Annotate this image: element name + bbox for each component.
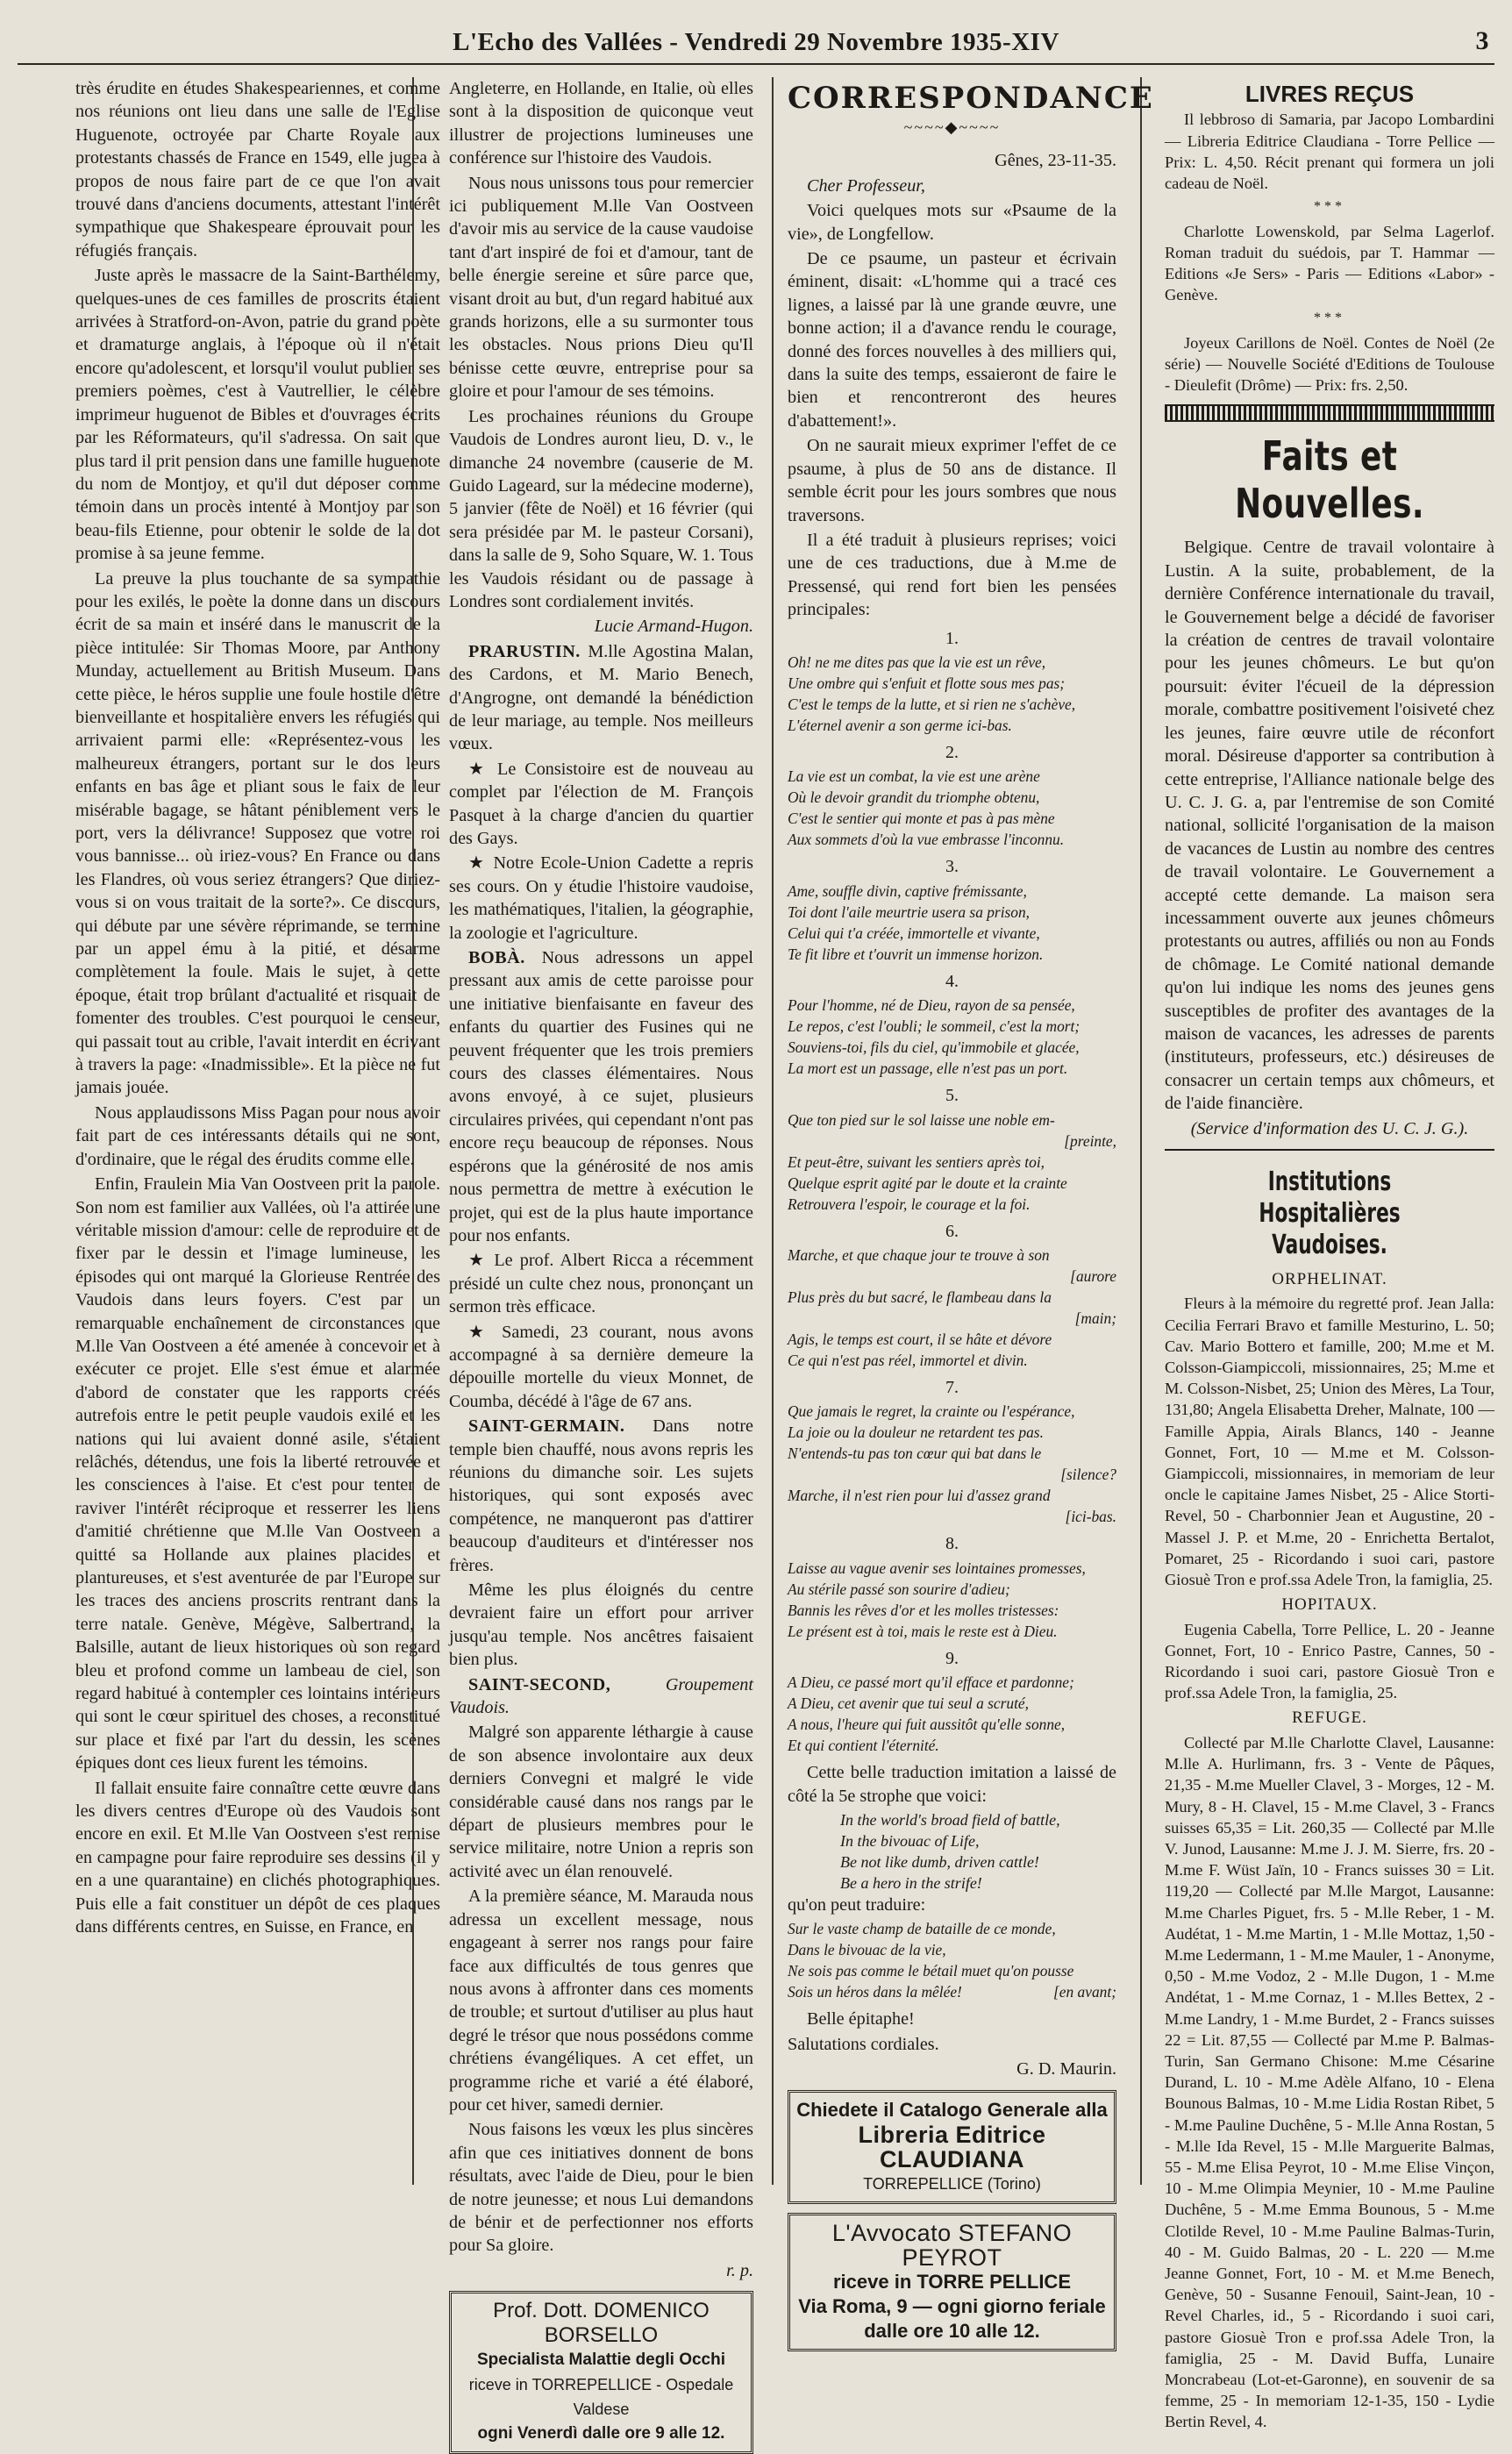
stanza-number: 8. <box>945 1534 959 1554</box>
star-item: ★ Notre Ecole-Union Cadette a repris ses cours. On y étudie l'histoire vaudoise, les mathématiques, l'italien, la géographie, la zoologie et l'agriculture. <box>449 853 753 943</box>
verse-line: Quelque esprit agité par le doute et la crainte <box>788 1173 1067 1192</box>
verse-line: Ne sois pas comme le bétail muet qu'on pousse <box>788 1962 1074 1980</box>
stanza-number: 1. <box>945 628 959 648</box>
stanza <box>788 995 1116 1079</box>
verse-line: A Dieu, cet avenir que tui seul a scruté, <box>788 1694 1029 1713</box>
verse-line: Au stérile passé son sourire d'adieu; <box>788 1580 1010 1598</box>
ad-line: riceve in TORRE PELLICE <box>832 2270 1071 2293</box>
star-item: ★ Samedi, 23 courant, nous avons accompagné à sa dernière demeure la dépouille mortelle du vieux Monnet, de Coumba, décédé à l'âge de 67 ans. <box>449 1322 753 1411</box>
rule <box>1165 1149 1494 1156</box>
paragraph: qu'on peut traduire: <box>788 1895 926 1915</box>
paragraph: Cette belle traduction imitation a laissé de côté la 5e strophe que voici: <box>788 1763 1116 1806</box>
book-entry: Charlotte Lowenskold, par Selma Lagerlof. Roman traduit du suédois, par T. Hammar — Editions «Je Sers» - Paris — Editions «Labor» - Genève. <box>1165 222 1494 304</box>
source-note: (Service d'information des U. C. J. G.). <box>1190 1118 1469 1138</box>
header-rule <box>18 63 1494 65</box>
separator: *** <box>1314 199 1345 215</box>
group-name: Groupement Vaudois. <box>449 1674 753 1718</box>
verse-line: Pour l'homme, né de Dieu, rayon de sa pensée, <box>788 996 1075 1015</box>
verse-line: Retrouvera l'espoir, le courage et la foi. <box>788 1195 1031 1213</box>
english-verse <box>788 1809 1116 1894</box>
verse-line: Laisse au vague avenir ses lointaines promesses, <box>788 1559 1086 1577</box>
verse-line: Souviens-toi, fils du ciel, qu'immobile et glacée, <box>788 1038 1080 1057</box>
paragraph: Malgré son apparente léthargie à cause de son absence involontaire aux deux derniers Convegni et malgré le vide considérable causé dans nos rangs par le départ de plusieurs membres pour le service militaire, notre Union a repris son activité avec un élan renouvelé. <box>449 1723 753 1881</box>
book-entry: Il lebbroso di Samaria, par Jacopo Lombardini — Libreria Editrice Claudiana - Torre Pellice — Prix: L. 4,50. Récit prenant qui formera un joli cadeau de Noël. <box>1165 111 1494 193</box>
place-name: SAINT-SECOND, <box>468 1674 611 1694</box>
stanza <box>788 766 1116 850</box>
ad-line: L'Avvocato STEFANO PEYROT <box>831 2219 1073 2271</box>
stanza-number: 4. <box>945 971 959 991</box>
paragraph: La preuve la plus touchante de sa sympathie pour les exilés, le poète la donne dans un discours écrit de sa main et inséré dans le manuscrit de la pièce intitulée: Sir Thomas Moore, par Anthony Munday, actuellement au British Museum. Dans cette pièce, le héros supplie une foule hostile d'être bienveillante et hospitalière envers les réfugiés qui arrivaient parmi elle: «Représentez-vous les malheureux étrangers, portant sur le dos leurs enfants en bas âge et pliant sous le faix de leur misérable bagage, se hâtant péniblement vers le port, vers la délivrance! Supposez que votre roi vous bannisse... où iriez-vous? En France ou dans les Flandres, où vous seriez étrangers? Que diriez-vous si on vous traitait de la sorte?». Ce discours, qui débute par une sévère réprimande, se termine par un appel ému à la pitié, et désarme complètement la foule. Mais le sujet, à cette époque, était trop brûlant d'actualité et risquait de fomenter des troubles. C'est pourquoi le censeur, qui passait tout au crible, l'avait interdit en écrivant à travers la page: «Inadmissible». Et la pièce ne fut jamais jouée. <box>75 568 440 1098</box>
paragraph: Nous faisons les vœux les plus sincères afin que ces initiatives donnent de bons résultats, avec l'aide de Dieu, pour le bien de notre jeunesse; et nous Lui demandons de bénir et de perfectionner nos efforts pour Sa gloire. <box>449 2120 753 2256</box>
verse-line: In the bivouac of Life, <box>840 1832 980 1850</box>
paragraph: De ce psaume, un pasteur et écrivain éminent, disait: «L'homme qui a tracé ces lignes, a laissé par là une grande œuvre, une bonne action; il a d'avance rendu le courage, donné des forces nouvelles à des milliers qui, dans la suite des temps, essaieront de faire le bien et rencontreront des heures d'abattement!». <box>788 249 1116 431</box>
news-text: Nous adressons un appel pressant aux amis de cette paroisse pour une initiative bienfaisante en faveur des enfants du quartier des Fusines qui ne peuvent fréquenter que les trois premiers cours des classes élémentaires. Nous avons envoyé, à ce sujet, plusieurs circulaires privées, qui cependant n'ont pas encore reçu beaucoup de réponses. Nous espérons que la générosité de nos amis nous permettra de mettre à exécution le projet, qui est de la plus haute importance pour nos enfants. <box>449 948 753 1245</box>
verse-line: Que ton pied sur le sol laisse une noble em- <box>788 1110 1055 1129</box>
paragraph: Collecté par M.lle Charlotte Clavel, Lausanne: M.lle A. Hurlimann, frs. 3 - Vente de Pâques, 21,35 - M.me Mueller Clavel, 3 - Morges, 12 - M. Mury, 8 - H. Clavel, 15 - M.me Clavel, 3 - Francs suisses 65,35 = Lit. 260,35 — Collecté par M.lle V. Junod, Lausanne: M.me J. J. M. Sierre, frs. 20 - M.me F. Wüst Jaïn, 10 - Francs suisses 30 = Lit. 119,20 — Collecté par M.lle Margot, Lausanne: M.me Charles Piguet, frs. 5 - M.lle Reber, 1 - M. Audétat, 1 - M.me Martin, 1 - M.lle Mottaz, 1,50 - M.me Ledermann, 1 - M.me Mauler, 1 - Anonyme, 0,50 - M.me Vodoz, 2 - M.lle Dugon, 1 - M.me Andétat, 1 - M.me Cornaz, 1 - M.lles Bettex, 2 - M.me Landry, 1 - M.me Burdet, 2 - Francs suisses 22 = Lit. 87,55 — Collecté par M.me P. Balmas-Turin, San Germano Chisone: M.me Césarine Durand, L. 10 - M.me Adèle Alfano, 10 - Elena Bounous Balmas, 10 - M.me Lidia Rostan Ribet, 5 - M.me Pauline Duchêne, 5 - M.lle Anna Rostan, 5 - M.lle Ida Revel, 15 - M.lle Marguerite Balmas, 55 - M.me Elisa Peyrot, 10 - M.me Elise Vinçon, 10 - M.me Olimpia Meynier, 10 - M.me Pauline Duchêne, 5 - M.me Emma Bounous, 5 - M.me Clotilde Revel, 10 - M.me Pauline Balmas-Turin, 40 - M. Guido Balmas, 20 - L. 220 — M.me Jeanne Gonnet, Fort, 10 - M. et M.me Benech, Genève, 50 - Susanne Fenouil, Saint-Jean, 10 - Revel Charles, id., 5 - Ricordando i suoi cari, pastore Giosuè Tron e prof.ssa Adele Tron, la famiglia, 25 - M. David Buffa, Lunaire Moncrabeau (Lot-et-Garonne), en souvenir de sa femme, 25 - In memoriam 12-1-35, 150 - Lydie Bertin Revel, 4. <box>1165 1733 1494 2431</box>
verse-line: Be not like dumb, driven cattle! <box>840 1853 1039 1871</box>
ad-line: Specialista Malattie degli Occhi <box>477 2351 725 2370</box>
signature: r. p. <box>726 2260 753 2280</box>
verse-line: Et qui contient l'éternité. <box>788 1737 939 1755</box>
subheading: HOPITAUX. <box>1281 1595 1378 1615</box>
verse-line: Le présent est à toi, mais le reste est à Dieu. <box>788 1622 1058 1640</box>
verse-line: Marche, et que chaque jour te trouve à son <box>788 1245 1050 1264</box>
verse-line: Le repos, c'est l'oubli; le sommeil, c'est la mort; <box>788 1017 1081 1036</box>
verse-line: Ame, souffle divin, captive frémissante, <box>788 881 1027 900</box>
news-bora <box>449 946 753 1247</box>
verse-continuation: [en avant; <box>1053 1983 1116 2001</box>
verse-line: Une ombre qui s'enfuit et flotte sous mes pas; <box>788 674 1066 692</box>
ad-line: TORREPELLICE (Torino) <box>863 2174 1041 2193</box>
stanza <box>788 652 1116 736</box>
verse-line: La vie est un combat, la vie est une arène <box>788 767 1040 786</box>
news-prarustin <box>449 640 753 756</box>
ad-line: Prof. Dott. DOMENICO BORSELLO <box>493 2299 710 2348</box>
paragraph: Voici quelques mots sur «Psaume de la vie», de Longfellow. <box>788 201 1116 244</box>
page-header <box>18 25 1494 60</box>
verse-line: Toi dont l'aile meurtrie usera sa prison, <box>788 902 1031 921</box>
paragraph: Fleurs à la mémoire du regretté prof. Jean Jalla: Cecilia Ferrari Bravo et famille Mesturino, L. 50; Cav. Mario Bottero et famille, 200; M.me et M. Colsson-Giampiccoli, missionnaires, 25; M.me et M. Colsson-Nisbet, 25; Union des Mères, La Tour, 131,80; Angela Elisabetta Dreher, Malnate, 100 — Famille Appia, Airals Blancs, 140 - Jeanne Gonnet, Fort, 10 — M.me et M. Colsson-Giampiccoli, missionnaires, in memoriam de leur oncle le capitaine James Nisbet, 25 - Alice Storti-Revel, 50 - Charbonnier Jean et Augustine, 20 - Massel J. P. et M.me, 20 - Enrichetta Bertalot, Pomaret, 25 - Ricordando i suoi cari, pastore Giosuè Tron e prof.ssa Adele Tron, la famiglia, 25. <box>1165 1295 1494 1589</box>
news-saint-germain <box>449 1415 753 1577</box>
section-heading: Faits et Nouvelles. <box>1235 432 1424 528</box>
verse-line: N'entends-tu pas ton cœur qui bat dans le <box>788 1445 1042 1463</box>
paragraph: Juste après le massacre de la Saint-Barthélemy, quelques-unes de ces familles de proscrits étaient arrivées à Stratford-on-Avon, patrie du grand poète et dramaturge anglais, à l'époque où il n'était encore qu'adolescent, et lorsqu'il voulut publier ses premiers poèmes, c'est à Vautrellier, le célèbre imprimeur huguenot de Bibles et d'ouvrages écrits par les Réformateurs, qu'il s'adressa. On sait que plus tard il prit pension dans une famille huguenote du nom de Montjoy, et qu'il dut déposer comme témoin dans un procès intenté à Montjoy par son beau-fils Etienne, pour obtenir le solde de la dot promise à sa jeune femme. <box>75 266 440 564</box>
stanza <box>788 881 1116 965</box>
stanza-number: 5. <box>945 1086 959 1106</box>
column-rule <box>772 77 774 2185</box>
salutation <box>788 175 1116 197</box>
subheading: REFUGE. <box>1292 1709 1367 1728</box>
section-heading: CORRESPONDANCE <box>788 81 1154 116</box>
ad-line: dalle ore 10 alle 12. <box>864 2319 1040 2342</box>
column-rule <box>1140 77 1142 2185</box>
verse-line: Ce qui n'est pas réel, immortel et divin. <box>788 1351 1028 1369</box>
ad-line: riceve in TORREPELLICE - Ospedale Valdese <box>468 2376 734 2419</box>
verse-line: Te fit libre et t'ouvrit un immense horizon. <box>788 945 1044 963</box>
news-text: M.lle Agostina Malan, des Cardons, et M. Mario Benech, d'Angrogne, ont demandé la bénédiction de leur mariage, au temple. Nos meilleurs vœux. <box>449 641 753 754</box>
paragraph: Les prochaines réunions du Groupe Vaudois de Londres auront lieu, D. v., le dimanche 24 novembre (causerie de M. Guido Lageard, sur la médecine moderne), 5 janvier (fête de Noël) et 16 février (qui sera présidée par M. le pasteur Corsani), dans la salle de 9, Soho Square, W. 1. Tous les Vaudois résidant ou de passage à Londres sont cordialement invités. <box>449 406 753 611</box>
column-1 <box>75 77 440 2185</box>
verse-line: C'est le temps de la lutte, et si rien ne s'achève, <box>788 695 1076 713</box>
paragraph: Il a été traduit à plusieurs reprises; voici une de ces traductions, due à M.me de Pressensé, qui rend fort bien les pensées principales: <box>788 530 1116 620</box>
verse-line: A nous, l'heure qui fuit aussitôt qu'elle sonne, <box>788 1716 1066 1734</box>
place-name: PRARUSTIN. <box>468 641 581 661</box>
signature: G. D. Maurin. <box>1016 2059 1116 2079</box>
verse-line: Plus près du but sacré, le flambeau dans la <box>788 1288 1052 1306</box>
news-saint-second <box>449 1673 753 1720</box>
verse-line: Où le devoir grandit du triomphe obtenu, <box>788 788 1040 807</box>
news-text: Dans notre temple bien chauffé, nous avons repris les réunions du dimanche soir. Les sujets historiques, qui sont exposés avec compétence, ne manqueront pas d'attirer beaucoup d'auditeurs et d'intéresser nos frères. <box>449 1416 753 1575</box>
verse-line: Sur le vaste champ de bataille de ce monde, <box>788 1920 1056 1938</box>
stanza-number: 7. <box>945 1377 959 1397</box>
column-2 <box>449 77 753 2443</box>
paragraph: A la première séance, M. Marauda nous adressa un excellent message, nous engageant à serrer nos rangs pour faire face aux difficultés de tous genres que nous avons à affronter dans ces moments de trouble; et surtout d'utiliser au plus haut degré le trésor que nous possédons comme chrétiens évangéliques. A cet effet, un programme riche et varié a été élaboré, pour cet hiver, samedi dernier. <box>449 1887 753 2115</box>
verse-line: A Dieu, ce passé mort qu'il efface et pardonne; <box>788 1673 1074 1692</box>
paragraph: Belle épitaphe! <box>807 2009 915 2030</box>
dateline: Gênes, 23-11-35. <box>995 151 1116 171</box>
ad-line: Chiedete il Catalogo Generale alla <box>796 2098 1108 2121</box>
page-number: 3 <box>1475 26 1489 55</box>
verse-line: La mort est un passage, elle n'est pas un port. <box>788 1059 1068 1078</box>
verse-line: L'éternel avenir a son germe ici-bas. <box>788 716 1012 734</box>
verse-line: Dans le bivouac de la vie, <box>788 1941 946 1959</box>
paragraph: Salutations cordiales. <box>788 2034 939 2054</box>
verse-line: Be a hero in the strife! <box>840 1874 982 1892</box>
stanza-number: 3. <box>945 857 959 877</box>
verse-line: Agis, le temps est court, il se hâte et dévore <box>788 1330 1052 1348</box>
stanza <box>788 1245 1116 1371</box>
ad-line: Libreria Editrice CLAUDIANA <box>858 2121 1046 2172</box>
place-name: SAINT-GERMAIN. <box>468 1416 625 1437</box>
paragraph: Nous applaudissons Miss Pagan pour nous avoir fait part de ces intéressants détails qui ne sont, d'ordinaire, que le régal des érudits comme elle. <box>75 1102 440 1169</box>
paragraph: Angleterre, en Hollande, en Italie, où elles sont à la disposition de quiconque veut illustrer de projections lumineuses une conférence sur l'histoire des Vaudois. <box>449 79 753 168</box>
ad-claudiana <box>788 2090 1116 2204</box>
verse-continuation: [main; <box>1074 1309 1116 1327</box>
translation-verse <box>788 1918 1116 2002</box>
stanza-number: 2. <box>945 742 959 762</box>
salutation-text: Cher Professeur, <box>807 175 925 196</box>
verse-line: Celui qui t'a créée, immortelle et vivante, <box>788 924 1040 942</box>
paragraph: Nous nous unissons tous pour remercier ici publiquement M.lle Van Oostveen d'avoir mis au service de la cause vaudoise tant d'art inspiré de foi et d'amour, tant de belle énergie sereine et sûre parce que, visant droit au but, d'un regard habitué aux grands horizons, elle a su surmonter tous les obstacles. Nous prions Dieu qu'Il bénisse cette œuvre, entreprise pour sa gloire et pour l'amour de ses témoins. <box>449 173 753 402</box>
paragraph: Il fallait ensuite faire connaître cette œuvre dans les divers centres d'Europe où des Vaudois sont encore en exil. Et M.lle Van Oostveen s'est remise en campagne pour faire reproduire ses dessins (il y en a une quarantaine) en clichés photographiques. Puis elle a fait constituer un dépôt de ces plaques dans différents centres, en Suisse, en France, en <box>75 1778 440 1937</box>
verse-continuation: [preinte, <box>1064 1131 1116 1150</box>
verse-line: Que jamais le regret, la crainte ou l'espérance, <box>788 1402 1075 1421</box>
verse-line: Marche, il n'est rien pour lui d'assez grand <box>788 1487 1051 1505</box>
separator: *** <box>1314 310 1345 326</box>
star-item: ★ Le Consistoire est de nouveau au complet par l'élection de M. François Pasquet à la charge d'ancien du quartier des Gays. <box>449 759 753 848</box>
verse-line: C'est le sentier qui monte et pas à pas mène <box>788 810 1055 828</box>
column-3 <box>788 77 1154 2342</box>
verse-continuation: [ici-bas. <box>1065 1508 1116 1526</box>
paragraph: Eugenia Cabella, Torre Pellice, L. 20 - Jeanne Gonnet, Fort, 10 - Enrico Pastre, Cannes, 50 - Ricordando i suoi cari, pastore Giosuè Tron e prof.ssa Adele Tron, la famiglia, 25. <box>1165 1620 1494 1702</box>
paragraph: On ne saurait mieux exprimer l'effet de ce psaume, à plus de 50 ans de distance. Il semble écrit pour les jours sombres que nous traversons. <box>788 436 1116 525</box>
stanza-number: 9. <box>945 1648 959 1668</box>
verse-line: Oh! ne me dites pas que la vie est un rêve, <box>788 653 1046 671</box>
subheading: ORPHELINAT. <box>1272 1270 1387 1289</box>
header-title: L'Echo des Vallées - Vendredi 29 Novembre 1935-XIV <box>453 27 1059 56</box>
ad-borsello <box>449 2291 753 2454</box>
stanza <box>788 1558 1116 1642</box>
paragraph: Enfin, Fraulein Mia Van Oostveen prit la parole. Son nom est familier aux Vallées, où l'a attirée une véritable mission d'amour: celle de reproduire et de fixer par le dessin et l'image lumineuse, les épisodes qui ont marqué la Glorieuse Rentrée des Vaudois dans leurs foyers. C'est par un remarquable enchaînement de circonstances que M.lle Van Oostveen a été amenée à concevoir et à exécuter ce projet. Elle s'est émue et alarmée d'abord de constater que les rapports créés autrefois entre le petit peuple vaudois exilé et les nations qui lui avaient donné asile, s'étaient relâchés, détendus, une fois la liberté retrouvée et les consciences à l'aise. Et c'est pour tenter de raviver l'intérêt réciproque et resserrer les liens d'amitié chrétienne que M.lle Van Oostveen a quitté sa Hollande aux plaines placides et plantureuses, et s'est aventurée de par l'Europe sur les traces des anciens proscrits rentrant dans la terre natale. Genève, Mégève, Salbertrand, la Balsille, autant de lieux historiques où son regard bleu et profond comme un lambeau de ciel, son regard habitué à contempler ces lointains intérieurs qui sont le cœur spirituel des choses, a reconstitué sur place et fixé par l'art du dessin, les scènes épiques dont ces lieux furent les témoins. <box>75 1174 440 1773</box>
ad-peyrot <box>788 2213 1116 2351</box>
verse-continuation: [silence? <box>1060 1466 1116 1484</box>
ornamental-rule <box>1165 404 1494 422</box>
verse-line: In the world's broad field of battle, <box>840 1811 1060 1829</box>
paragraph: Belgique. Centre de travail volontaire à Lustin. A la suite, probablement, de la dernière Conférence internationale du travail, le Gouvernement belge a décidé de favoriser la création de centres de travail volontaire pour les jeunes chômeurs. Le but qu'on poursuit: éviter l'écueil de la dépression morale, combattre positivement l'oisiveté chez les jeunes, faire œuvre utile de réconfort moral. Désireuse d'apporter sa contribution à cette entreprise, l'Alliance nationale belge des U. C. J. G. a, par l'entremise de son Comité national, sollicité l'organisation de la maison de vacances de Lustin au nombre des centres de travail volontaire. Le Gouvernement a accepté cette demande. La maison sera incessamment ouverte aux jeunes chômeurs protestants ou autres, affiliés ou non au Fonds de chômage. Le Comité national demande qu'on lui indique les noms des jeunes gens susceptibles de profiter des avantages de la maison de vacances, les adresses de parents (instituteurs, professeurs, etc.) désireuses de consacrer un certain temps aux chômeurs, et de l'aide financière. <box>1165 538 1494 1114</box>
ornament: ~~~~◆~~~~ <box>903 118 1001 136</box>
verse-line: Aux sommets d'où la vue embrasse l'inconnu. <box>788 831 1065 849</box>
verse-line: La joie ou la douleur ne retardent tes pas. <box>788 1423 1044 1442</box>
column-4 <box>1165 77 1494 2431</box>
book-entry: Joyeux Carillons de Noël. Contes de Noël (2e série) — Nouvelle Société d'Editions de Toulouse - Dieulefit (Drôme) — Prix: frs. 2,50. <box>1165 333 1494 395</box>
poem <box>788 627 1116 1757</box>
paragraph: Même les plus éloignés du centre devraient faire un effort pour arriver jusqu'au temple. Nos ancêtres faisaient bien plus. <box>449 1580 753 1670</box>
stanza <box>788 1109 1116 1215</box>
stanza-number: 6. <box>945 1221 959 1241</box>
place-name: BOBÀ. <box>468 948 525 968</box>
verse-line: Bannis les rêves d'or et les molles tristesses: <box>788 1601 1059 1619</box>
section-heading: LIVRES REÇUS <box>1245 81 1415 107</box>
ad-line: ogni Venerdì dalle ore 9 alle 12. <box>477 2424 725 2443</box>
section-heading: Institutions Hospitalières Vaudoises. <box>1259 1166 1401 1261</box>
verse-text: Sois un héros dans la mêlée! <box>788 1983 962 2001</box>
verse-line: Et peut-être, suivant les sentiers après toi, <box>788 1152 1045 1171</box>
stanza <box>788 1672 1116 1756</box>
verse-line <box>788 1981 1116 2002</box>
ad-line: Via Roma, 9 — ogni giorno feriale <box>798 2294 1106 2317</box>
signature: Lucie Armand-Hugon. <box>594 617 753 637</box>
verse-continuation: [aurore <box>1070 1266 1116 1285</box>
paragraph: très érudite en études Shakespeariennes, et comme nos réunions ont lieu dans une salle de l'Eglise Huguenote, octroyée par Charte Royale aux protestants chassés de France en 1549, elle jugea à propos de nous faire part de ce que l'on avait trouvé dans d'anciens documents, attestant l'intérêt sympathique que Shakespeare éprouvait pour les réfugiés français. <box>75 79 440 260</box>
star-item: ★ Le prof. Albert Ricca a récemment présidé un culte chez nous, prononçant un sermon très efficace. <box>449 1251 753 1317</box>
stanza <box>788 1401 1116 1527</box>
